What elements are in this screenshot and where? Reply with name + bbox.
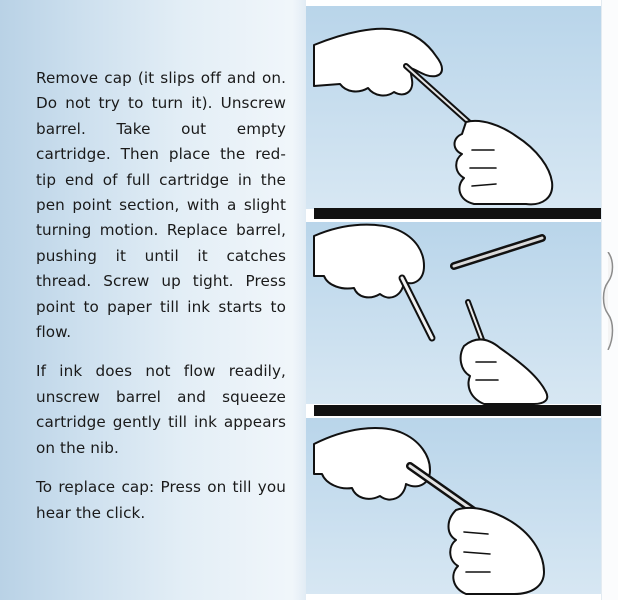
instructions-text xyxy=(36,66,286,540)
hands-unscrewing-barrel-icon xyxy=(314,29,552,205)
illustrations xyxy=(306,0,618,600)
right-page xyxy=(306,0,618,600)
instruction-paragraph-3: To replace cap: Press on till you hear the click. xyxy=(36,478,286,522)
left-page xyxy=(0,0,307,600)
instruction-paragraph-1: Remove cap (it slips off and on. Do not try to turn it). Unscrew barrel. Take out empty cartridge. Then place the red-tip end of full cartridge in the pen point section, with a slight turning motion. Replace barrel, pushing it until it catches thread. Screw up tight. Press point to paper till ink starts to flow. xyxy=(36,69,286,342)
hands-inserting-cartridge-icon xyxy=(314,225,547,404)
hands-replacing-cap-icon xyxy=(314,428,544,594)
staple xyxy=(602,252,614,350)
instruction-paragraph-2: If ink does not flow readily, unscrew barrel and squeeze cartridge gently till ink appears on the nib. xyxy=(36,362,286,457)
